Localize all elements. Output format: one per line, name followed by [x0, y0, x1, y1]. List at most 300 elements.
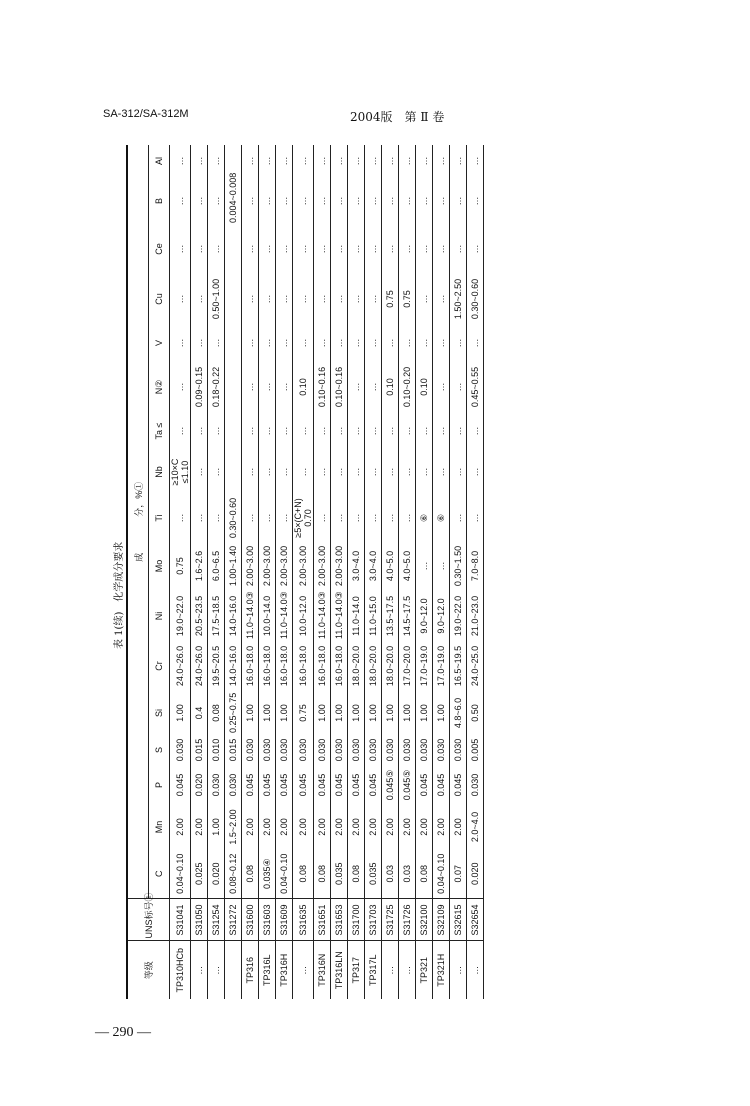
composition-cell: … [467, 495, 484, 541]
uns-cell: S31254 [208, 899, 225, 941]
composition-cell: … [450, 361, 467, 413]
composition-cell: … [170, 495, 191, 541]
grade-cell: TP321H [433, 941, 450, 999]
composition-cell: … [416, 413, 433, 449]
composition-cell: … [170, 361, 191, 413]
grade-cell: TP316LN [331, 941, 348, 999]
composition-cell: ⑥ [416, 495, 433, 541]
composition-cell: 16.0~18.0 [293, 641, 314, 691]
composition-cell: 1.00 [314, 691, 331, 735]
grade-cell: … [293, 941, 314, 999]
composition-cell: … [433, 177, 450, 225]
composition-cell: … [331, 273, 348, 325]
composition-cell: 0.020 [208, 849, 225, 899]
composition-cell: … [348, 495, 365, 541]
table-head [127, 145, 170, 999]
grade-cell: … [399, 941, 416, 999]
composition-cell: … [331, 177, 348, 225]
composition-cell: 0.09~0.15 [191, 361, 208, 413]
composition-cell: … [191, 145, 208, 177]
composition-cell: … [416, 449, 433, 495]
composition-cell: … [365, 177, 382, 225]
composition-cell: … [293, 449, 314, 495]
composition-cell: … [242, 413, 259, 449]
composition-cell: … [276, 177, 293, 225]
composition-cell: 1.00 [433, 691, 450, 735]
composition-cell: … [399, 325, 416, 361]
composition-cell: … [433, 541, 450, 591]
composition-cell [225, 361, 242, 413]
composition-cell: 19.0~22.0 [170, 591, 191, 641]
composition-cell: 0.08~0.12 [225, 849, 242, 899]
composition-cell: … [450, 325, 467, 361]
composition-cell: … [276, 413, 293, 449]
header-element: Ti [149, 495, 170, 541]
composition-cell: … [242, 361, 259, 413]
header-element: Cu [149, 273, 170, 325]
composition-cell: 0.10~0.16 [331, 361, 348, 413]
composition-cell: 0.045⑤ [399, 765, 416, 805]
table-row [191, 145, 208, 999]
composition-cell: 0.45~0.55 [467, 361, 484, 413]
composition-cell: … [191, 325, 208, 361]
composition-cell: … [382, 225, 399, 273]
composition-cell: … [259, 225, 276, 273]
composition-cell: 0.030 [399, 735, 416, 765]
composition-cell: 2.00 [416, 805, 433, 849]
grade-cell: … [450, 941, 467, 999]
uns-cell: S31726 [399, 899, 416, 941]
composition-cell: 0.75 [399, 273, 416, 325]
composition-cell: 0.07 [450, 849, 467, 899]
composition-cell: … [259, 145, 276, 177]
composition-cell: 2.00 [314, 805, 331, 849]
composition-cell: 0.015 [191, 735, 208, 765]
composition-cell: … [433, 449, 450, 495]
table-row [399, 145, 416, 999]
composition-cell: 1.50~2.50 [450, 273, 467, 325]
composition-cell: 2.00~3.00 [276, 541, 293, 591]
composition-cell: 0.08 [314, 849, 331, 899]
composition-cell: … [433, 273, 450, 325]
composition-cell: 21.0~23.0 [467, 591, 484, 641]
composition-cell: … [242, 145, 259, 177]
composition-cell: … [293, 413, 314, 449]
table-row [450, 145, 467, 999]
composition-cell: … [382, 325, 399, 361]
composition-cell: … [331, 145, 348, 177]
composition-cell: 0.030 [433, 735, 450, 765]
composition-cell: … [314, 225, 331, 273]
header-element: Mn [149, 805, 170, 849]
composition-cell: … [348, 273, 365, 325]
composition-cell: ⑥ [433, 495, 450, 541]
table-row [276, 145, 293, 999]
composition-cell: 0.030 [365, 735, 382, 765]
composition-cell: … [365, 325, 382, 361]
composition-cell: … [399, 449, 416, 495]
composition-cell: 2.00 [399, 805, 416, 849]
composition-cell: … [259, 449, 276, 495]
composition-cell: 11.0~15.0 [365, 591, 382, 641]
composition-cell: 0.030 [314, 735, 331, 765]
table-row [416, 145, 433, 999]
composition-cell: 18.0~20.0 [348, 641, 365, 691]
composition-cell: … [314, 449, 331, 495]
composition-cell: … [365, 413, 382, 449]
composition-cell: … [276, 273, 293, 325]
composition-cell: 1.6~2.6 [191, 541, 208, 591]
composition-cell: 0.030 [382, 735, 399, 765]
composition-cell: … [314, 495, 331, 541]
uns-cell: S31609 [276, 899, 293, 941]
composition-cell: 0.04~0.10 [170, 849, 191, 899]
composition-cell: 0.030 [450, 735, 467, 765]
composition-cell: … [276, 225, 293, 273]
composition-cell: 11.0~14.0③ [276, 591, 293, 641]
composition-cell: 1.00~1.40 [225, 541, 242, 591]
composition-cell: … [450, 177, 467, 225]
composition-cell: 0.030 [225, 765, 242, 805]
composition-cell [225, 413, 242, 449]
composition-cell: 17.0~19.0 [416, 641, 433, 691]
composition-cell: 2.00~3.00 [259, 541, 276, 591]
composition-cell: … [467, 325, 484, 361]
composition-cell: … [259, 495, 276, 541]
composition-cell: 16.5~19.5 [450, 641, 467, 691]
composition-cell: … [293, 225, 314, 273]
composition-cell: 0.045 [259, 765, 276, 805]
composition-cell: … [208, 413, 225, 449]
composition-cell: … [467, 225, 484, 273]
composition-cell: 7.0~8.0 [467, 541, 484, 591]
uns-cell: S31700 [348, 899, 365, 941]
composition-cell: 0.045 [416, 765, 433, 805]
composition-cell: 0.50~1.00 [208, 273, 225, 325]
table-row [225, 145, 242, 999]
composition-cell: 2.00~3.00 [331, 541, 348, 591]
uns-cell: S31703 [365, 899, 382, 941]
composition-cell: … [348, 449, 365, 495]
composition-cell: … [191, 495, 208, 541]
composition-cell: 16.0~18.0 [276, 641, 293, 691]
composition-cell: … [314, 325, 331, 361]
composition-cell: 2.00 [348, 805, 365, 849]
composition-cell: … [450, 413, 467, 449]
composition-cell: … [293, 145, 314, 177]
composition-cell: 1.00 [399, 691, 416, 735]
composition-cell: 0.020 [191, 765, 208, 805]
header-element: Cr [149, 641, 170, 691]
composition-cell: 18.0~20.0 [365, 641, 382, 691]
composition-cell: … [170, 225, 191, 273]
composition-cell: 0.015 [225, 735, 242, 765]
table-body [170, 145, 484, 999]
composition-cell: 2.00 [191, 805, 208, 849]
composition-cell: … [242, 325, 259, 361]
grade-cell: … [382, 941, 399, 999]
uns-cell: S32615 [450, 899, 467, 941]
composition-cell: … [433, 413, 450, 449]
composition-cell: … [259, 361, 276, 413]
composition-cell: … [467, 177, 484, 225]
composition-cell: … [314, 413, 331, 449]
chemical-composition-table [126, 145, 484, 999]
table-row [259, 145, 276, 999]
composition-cell: 0.030 [293, 735, 314, 765]
composition-cell: 9.0~12.0 [433, 591, 450, 641]
composition-cell: 14.5~17.5 [399, 591, 416, 641]
composition-cell: 0.50 [467, 691, 484, 735]
uns-cell: S31600 [242, 899, 259, 941]
uns-cell: S31041 [170, 899, 191, 941]
grade-cell: … [208, 941, 225, 999]
table-row [331, 145, 348, 999]
uns-cell: S32100 [416, 899, 433, 941]
composition-cell: 1.00 [348, 691, 365, 735]
composition-cell: … [450, 495, 467, 541]
composition-cell: … [259, 177, 276, 225]
composition-cell: … [191, 449, 208, 495]
composition-cell: 0.030 [259, 735, 276, 765]
composition-cell: 0.04~0.10 [276, 849, 293, 899]
composition-cell: 11.0~14.0③ [242, 591, 259, 641]
composition-cell: 0.030 [467, 765, 484, 805]
composition-cell: 0.045 [365, 765, 382, 805]
composition-cell: … [348, 413, 365, 449]
header-element: Ta ≤ [149, 413, 170, 449]
composition-cell: 2.0~4.0 [467, 805, 484, 849]
header-element: Ni [149, 591, 170, 641]
table-row [314, 145, 331, 999]
grade-cell: TP310HCb [170, 941, 191, 999]
composition-cell: 0.035④ [259, 849, 276, 899]
composition-cell: 0.75 [382, 273, 399, 325]
composition-cell: 2.00 [276, 805, 293, 849]
table-title: 表 1(续) 化学成分要求 [114, 541, 125, 649]
header-element: C [149, 849, 170, 899]
uns-cell: S31603 [259, 899, 276, 941]
composition-cell: 0.045 [293, 765, 314, 805]
composition-cell: … [399, 177, 416, 225]
composition-cell: 4.8~6.0 [450, 691, 467, 735]
composition-cell: … [259, 273, 276, 325]
composition-cell: … [276, 145, 293, 177]
composition-cell: … [170, 145, 191, 177]
uns-cell: S31272 [225, 899, 242, 941]
composition-cell: 1.00 [382, 691, 399, 735]
composition-cell: … [348, 145, 365, 177]
composition-cell: 0.045 [242, 765, 259, 805]
composition-cell [225, 273, 242, 325]
composition-cell: 17.0~19.0 [433, 641, 450, 691]
header-element: S [149, 735, 170, 765]
composition-cell: … [331, 225, 348, 273]
composition-cell: 0.045 [450, 765, 467, 805]
composition-cell: … [293, 177, 314, 225]
composition-cell: … [242, 273, 259, 325]
composition-cell: … [416, 541, 433, 591]
composition-cell: 0.045 [348, 765, 365, 805]
grade-cell: … [467, 941, 484, 999]
composition-cell: 0.75 [170, 541, 191, 591]
rotated-table-container [114, 119, 692, 999]
grade-cell: … [191, 941, 208, 999]
uns-cell: S31635 [293, 899, 314, 941]
composition-cell: 20.5~23.5 [191, 591, 208, 641]
composition-cell: … [348, 361, 365, 413]
header-element: Si [149, 691, 170, 735]
composition-cell: 0.10 [416, 361, 433, 413]
uns-cell: S31725 [382, 899, 399, 941]
composition-cell: … [467, 145, 484, 177]
header-element: Al [149, 145, 170, 177]
composition-cell: … [382, 495, 399, 541]
composition-cell: 2.00 [293, 805, 314, 849]
composition-cell: 9.0~12.0 [416, 591, 433, 641]
grade-cell: TP321 [416, 941, 433, 999]
composition-cell: 0.08 [293, 849, 314, 899]
grade-cell: TP316L [259, 941, 276, 999]
header-element: V [149, 325, 170, 361]
composition-cell: … [399, 495, 416, 541]
composition-cell: … [208, 495, 225, 541]
composition-cell: … [314, 177, 331, 225]
composition-cell: 0.030 [170, 735, 191, 765]
composition-cell: … [365, 225, 382, 273]
composition-cell: 24.0~26.0 [170, 641, 191, 691]
composition-cell: … [467, 413, 484, 449]
composition-cell: … [191, 177, 208, 225]
composition-cell: 0.03 [399, 849, 416, 899]
composition-cell: 14.0~16.0 [225, 591, 242, 641]
composition-cell: 0.030 [416, 735, 433, 765]
composition-cell: … [331, 325, 348, 361]
composition-cell: 2.00 [242, 805, 259, 849]
composition-cell: … [293, 325, 314, 361]
composition-cell: … [399, 225, 416, 273]
composition-cell: … [365, 145, 382, 177]
composition-cell: ≥5×(C+N) 0.70 [293, 495, 314, 541]
composition-cell: 0.030 [276, 735, 293, 765]
composition-cell: 19.5~20.5 [208, 641, 225, 691]
composition-cell: ≥10×C ≤1.10 [170, 449, 191, 495]
composition-cell: 1.00 [242, 691, 259, 735]
composition-cell: 11.0~14.0 [348, 591, 365, 641]
composition-cell: … [416, 225, 433, 273]
composition-cell: 0.030 [331, 735, 348, 765]
composition-cell: … [365, 495, 382, 541]
header-element: Ce [149, 225, 170, 273]
composition-cell: … [416, 273, 433, 325]
composition-cell: … [208, 145, 225, 177]
composition-cell: … [416, 145, 433, 177]
composition-cell: 0.08 [416, 849, 433, 899]
composition-cell: 0.045 [314, 765, 331, 805]
composition-cell: 0.045 [331, 765, 348, 805]
table-row [467, 145, 484, 999]
composition-cell: … [416, 177, 433, 225]
composition-cell: … [208, 225, 225, 273]
composition-cell: 2.00 [365, 805, 382, 849]
grade-cell: TP316H [276, 941, 293, 999]
composition-cell: 0.025 [191, 849, 208, 899]
composition-cell: … [433, 325, 450, 361]
header-element: Mo [149, 541, 170, 591]
composition-cell: 16.0~18.0 [331, 641, 348, 691]
composition-cell: 0.04~0.10 [433, 849, 450, 899]
composition-cell: … [170, 177, 191, 225]
composition-cell: … [467, 449, 484, 495]
table-row [170, 145, 191, 999]
composition-cell: 1.00 [276, 691, 293, 735]
composition-cell: 11.0~14.0③ [314, 591, 331, 641]
composition-cell: 2.00 [331, 805, 348, 849]
composition-cell: 0.18~0.22 [208, 361, 225, 413]
composition-cell: 2.00~3.00 [242, 541, 259, 591]
composition-cell: 0.10~0.20 [399, 361, 416, 413]
composition-cell: … [208, 177, 225, 225]
composition-cell: 16.0~18.0 [259, 641, 276, 691]
composition-cell: 1.00 [208, 805, 225, 849]
composition-cell: … [191, 225, 208, 273]
header-grade: 等级 [127, 941, 170, 999]
composition-cell: … [433, 145, 450, 177]
header-uns: UNS标号① [127, 899, 170, 941]
composition-cell: … [208, 449, 225, 495]
grade-cell: TP317 [348, 941, 365, 999]
page-number: — 290 — [95, 1025, 151, 1040]
composition-cell: 1.00 [170, 691, 191, 735]
uns-cell: S31050 [191, 899, 208, 941]
table-row [382, 145, 399, 999]
composition-cell: … [450, 145, 467, 177]
composition-cell: … [259, 413, 276, 449]
table-row [348, 145, 365, 999]
composition-cell: 3.0~4.0 [348, 541, 365, 591]
composition-cell: 1.00 [259, 691, 276, 735]
composition-cell: … [331, 495, 348, 541]
table-row [365, 145, 382, 999]
composition-cell: … [276, 495, 293, 541]
composition-cell: … [191, 273, 208, 325]
composition-cell: … [293, 273, 314, 325]
composition-cell: 0.020 [467, 849, 484, 899]
uns-cell: S32654 [467, 899, 484, 941]
composition-cell: … [242, 177, 259, 225]
composition-cell: … [208, 325, 225, 361]
composition-cell: 1.00 [365, 691, 382, 735]
running-header-right: 2004版 第 Ⅱ 卷 [350, 110, 445, 124]
composition-cell: … [433, 225, 450, 273]
composition-cell: 0.30~0.60 [467, 273, 484, 325]
composition-cell: … [365, 361, 382, 413]
composition-cell: … [170, 325, 191, 361]
composition-cell: 1.00 [331, 691, 348, 735]
composition-cell: 0.30~0.60 [225, 495, 242, 541]
composition-cell: … [450, 225, 467, 273]
composition-cell: 18.0~20.0 [382, 641, 399, 691]
composition-cell [225, 225, 242, 273]
composition-cell: … [331, 449, 348, 495]
composition-cell: 0.4 [191, 691, 208, 735]
table-row [293, 145, 314, 999]
composition-cell [225, 325, 242, 361]
table-row [208, 145, 225, 999]
composition-cell: … [242, 225, 259, 273]
composition-cell [225, 449, 242, 495]
composition-cell: 0.08 [242, 849, 259, 899]
